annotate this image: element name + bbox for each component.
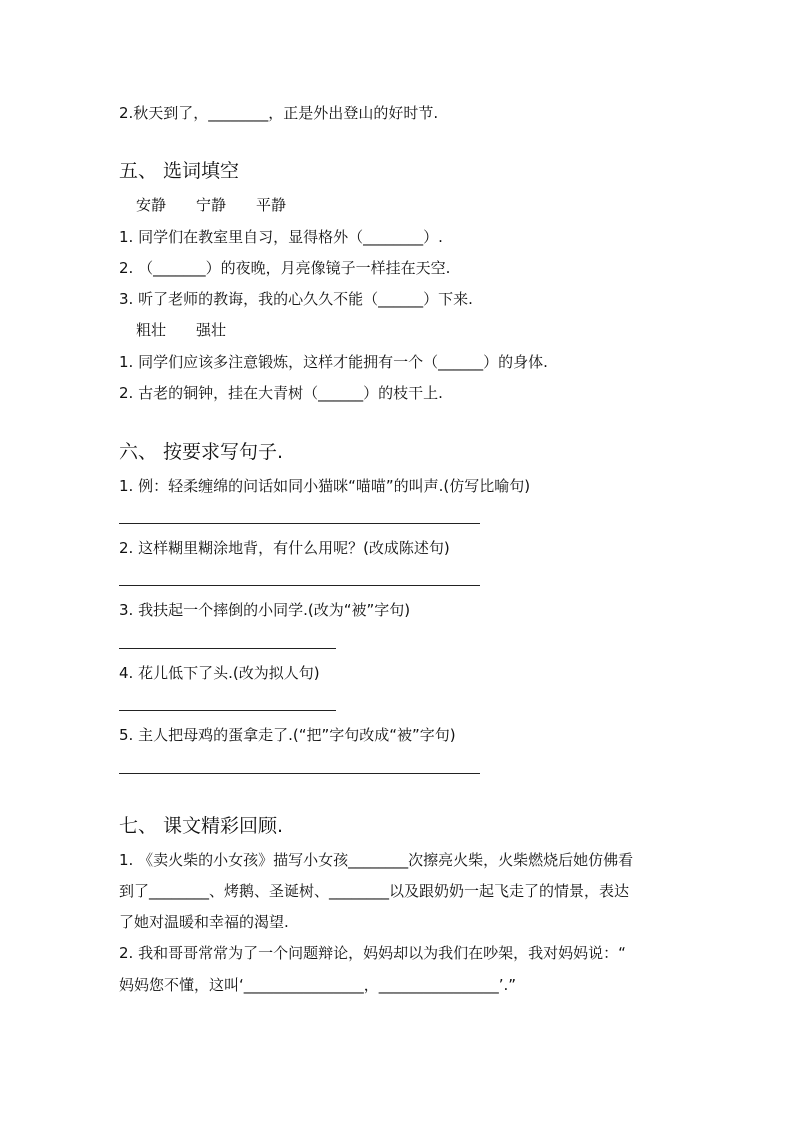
question-5-2-2: 2. 古老的铜钟，挂在大青树（______）的枝干上. (119, 384, 443, 402)
word-option: 粗壮 (136, 321, 167, 339)
answer-line[interactable] (119, 773, 480, 774)
answer-line[interactable] (119, 648, 336, 649)
question-6-1: 1. 例：轻柔缠绵的问话如同小猫咪“喵喵”的叫声.(仿写比喻句) (119, 477, 531, 495)
answer-line[interactable] (119, 710, 336, 711)
word-bank-2 (136, 320, 256, 340)
answer-line[interactable] (119, 523, 480, 524)
question-6-2: 2. 这样糊里糊涂地背，有什么用呢？(改成陈述句) (119, 539, 450, 557)
word-option: 平静 (256, 196, 287, 214)
word-option: 强壮 (196, 321, 227, 339)
question-7-1-line: 了她对温暖和幸福的渴望. (119, 913, 289, 931)
section-6-title: 六、 按要求写句子. (119, 441, 284, 463)
word-bank-1 (136, 195, 316, 215)
answer-line[interactable] (119, 585, 480, 586)
question-6-3: 3. 我扶起一个摔倒的小同学.(改为“被”字句) (119, 601, 411, 619)
word-option: 安静 (136, 196, 167, 214)
word-option: 宁静 (196, 196, 227, 214)
question-7-2-line: 2. 我和哥哥常常为了一个问题辩论，妈妈却以为我们在吵架，我对妈妈说：“ (119, 944, 626, 962)
question-6-4: 4. 花儿低下了头.(改为拟人句) (119, 664, 320, 682)
question-6-5: 5. 主人把母鸡的蛋拿走了.(“把”字句改成“被”字句) (119, 726, 456, 744)
question-5-1-2: 2. （_______）的夜晚，月亮像镜子一样挂在天空. (119, 259, 451, 277)
question-7-2-line: 妈妈您不懂，这叫‘________________，________________’.” (119, 976, 517, 994)
question-5-1-3: 3. 听了老师的教诲，我的心久久不能（______）下来. (119, 290, 473, 308)
section-7-title: 七、 课文精彩回顾. (119, 815, 284, 837)
question-7-1-line: 到了________、烤鹅、圣诞树、________以及跟奶奶一起飞走了的情景，表达 (119, 882, 630, 900)
question-4-2: 2.秋天到了，________，正是外出登山的好时节. (119, 104, 439, 122)
question-5-2-1: 1. 同学们应该多注意锻炼，这样才能拥有一个（______）的身体. (119, 353, 548, 371)
question-5-1-1: 1. 同学们在教室里自习，显得格外（________）. (119, 228, 443, 246)
section-5-title: 五、 选词填空 (119, 160, 240, 182)
question-7-1-line: 1. 《卖火柴的小女孩》描写小女孩________次擦亮火柴，火柴燃烧后她仿佛看 (119, 851, 634, 869)
